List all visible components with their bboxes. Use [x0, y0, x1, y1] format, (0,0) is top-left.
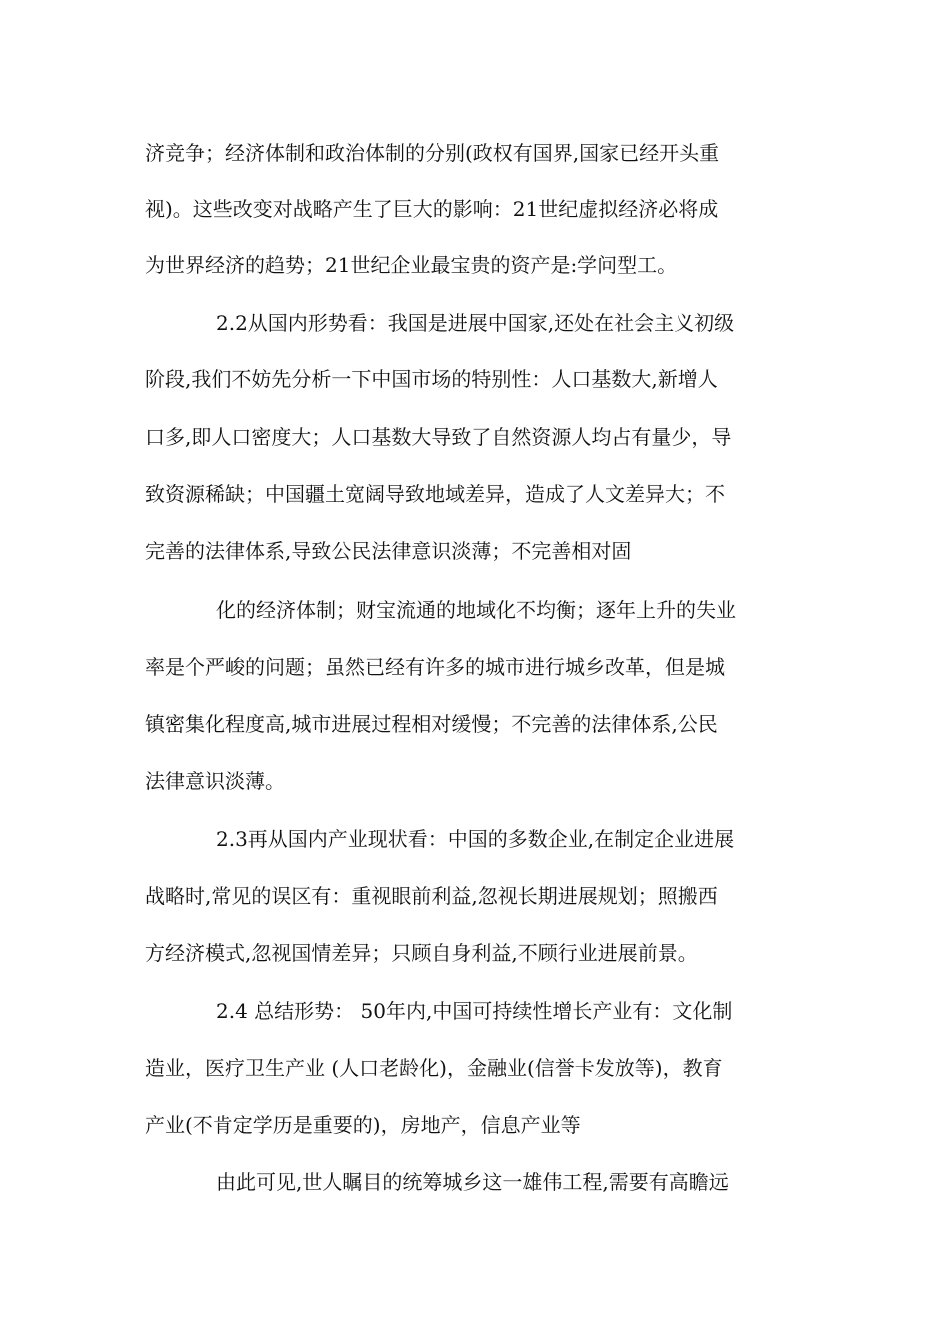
- text-line: 阶段,我们不妨先分析一下中国市场的特别性：人口基数大,新增人: [145, 367, 718, 391]
- paragraph-start-line: 2.4 总结形势： 50年内,中国可持续性增长产业有：文化制: [216, 999, 733, 1023]
- text-line: 济竞争；经济体制和政治体制的分别(政权有国界,国家已经开头重: [145, 141, 720, 165]
- text-line: 完善的法律体系,导致公民法律意识淡薄；不完善相对固: [145, 539, 632, 563]
- text-line: 视)。这些改变对战略产生了巨大的影响：21世纪虚拟经济必将成: [145, 197, 719, 221]
- text-line: 产业(不肯定学历是重要的)，房地产，信息产业等: [145, 1113, 581, 1137]
- paragraph-start-line: 化的经济体制；财宝流通的地域化不均衡；逐年上升的失业: [216, 598, 736, 622]
- paragraph-start-line: 2.2从国内形势看：我国是进展中国家,还处在社会主义初级: [216, 311, 735, 335]
- text-line: 法律意识淡薄。: [145, 769, 285, 793]
- paragraph-start-line: 由此可见,世人瞩目的统筹城乡这一雄伟工程,需要有高瞻远: [216, 1170, 729, 1194]
- text-line: 造业，医疗卫生产业 (人口老龄化)，金融业(信誉卡发放等)，教育: [145, 1056, 723, 1080]
- paragraph-start-line: 2.3再从国内产业现状看：中国的多数企业,在制定企业进展: [216, 827, 735, 851]
- text-line: 方经济模式,忽视国情差异；只顾自身利益,不顾行业进展前景。: [145, 941, 698, 965]
- text-line: 致资源稀缺；中国疆土宽阔导致地域差异，造成了人文差异大；不: [145, 482, 725, 506]
- text-line: 率是个严峻的问题；虽然已经有许多的城市进行城乡改革，但是城: [145, 655, 725, 679]
- text-line: 口多,即人口密度大；人口基数大导致了自然资源人均占有量少，导: [145, 425, 732, 449]
- text-line: 战略时,常见的误区有：重视眼前利益,忽视长期进展规划；照搬西: [145, 884, 718, 908]
- text-line: 为世界经济的趋势；21世纪企业最宝贵的资产是:学问型工。: [145, 253, 678, 277]
- text-line: 镇密集化程度高,城市进展过程相对缓慢；不完善的法律体系,公民: [145, 712, 718, 736]
